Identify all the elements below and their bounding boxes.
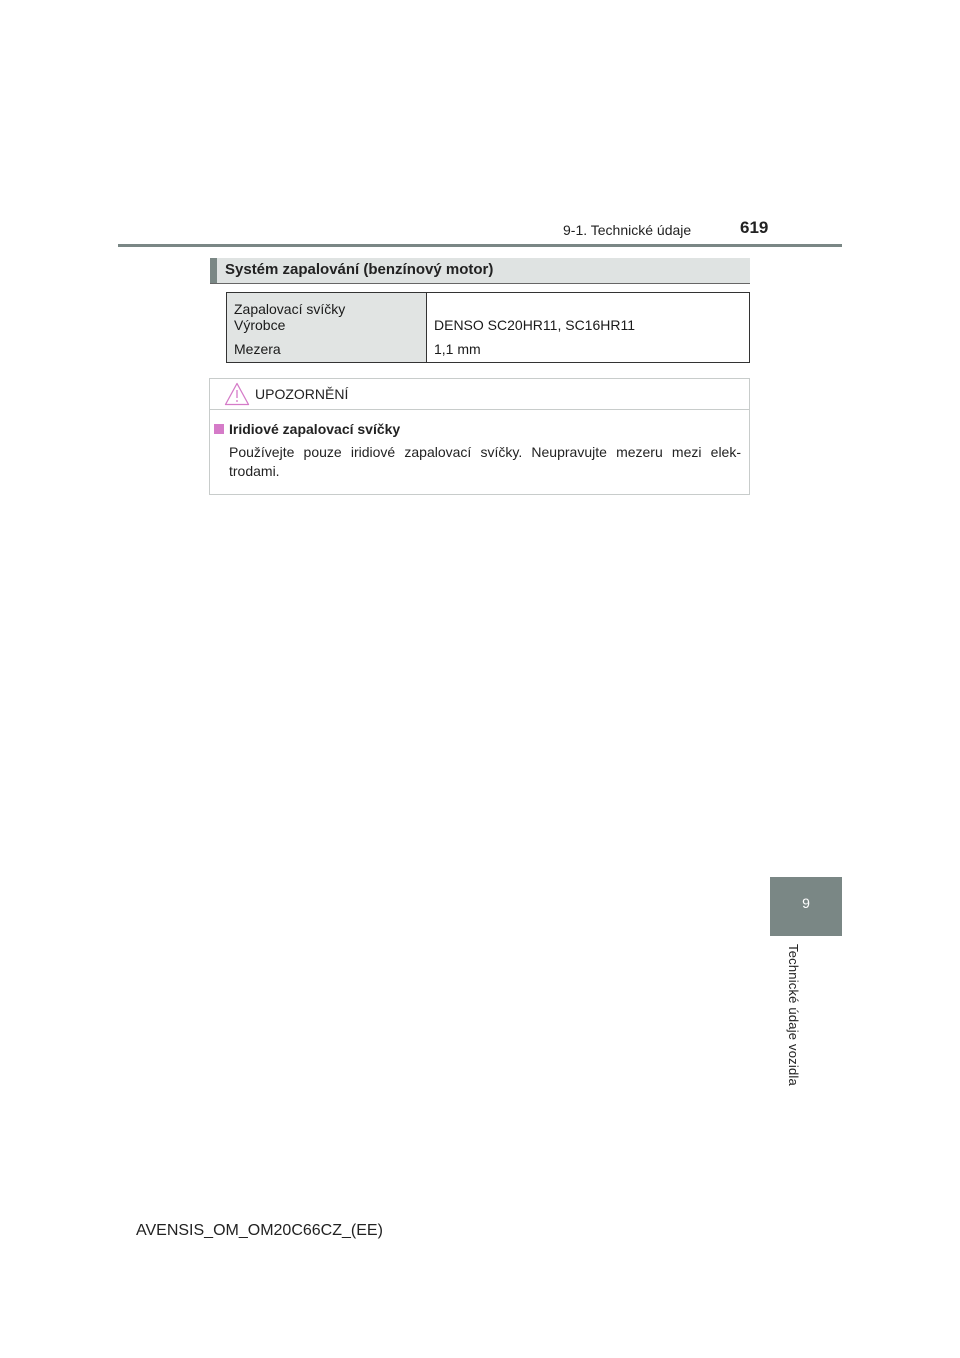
spec-table — [226, 292, 750, 363]
chapter-title: Technické údaje vozidla — [786, 944, 801, 1086]
spec-value: 1,1 mm — [427, 338, 750, 363]
caution-item-title — [214, 421, 400, 437]
section-heading-title: Systém zapalování (benzínový motor) — [225, 261, 494, 278]
spec-label — [227, 293, 427, 339]
table-row — [227, 338, 750, 363]
warning-triangle-icon — [224, 382, 250, 411]
caution-title: UPOZORNĚNÍ — [255, 386, 349, 402]
pink-square-icon — [214, 424, 224, 434]
header-section-title: 9-1. Technické údaje — [563, 222, 692, 238]
spec-label-line1: Zapalovací svíčky — [234, 301, 346, 317]
caution-box — [209, 378, 750, 495]
caution-text: Používejte pouze iridiové zapalovací svíčky. Neupravujte mezeru mezi elek-trodami. — [229, 444, 741, 479]
chapter-number: 9 — [802, 895, 810, 911]
section-heading-bar — [210, 258, 217, 283]
spec-value: DENSO SC20HR11, SC16HR11 — [427, 293, 750, 339]
caution-header — [210, 379, 749, 410]
section-heading — [210, 258, 750, 284]
header-rule — [118, 244, 842, 247]
table-row — [227, 293, 750, 339]
page-number: 619 — [740, 218, 769, 237]
spec-label: Mezera — [227, 338, 427, 363]
caution-item-title-text: Iridiové zapalovací svíčky — [229, 421, 401, 437]
chapter-tab — [770, 877, 842, 936]
footer-code: AVENSIS_OM_OM20C66CZ_(EE) — [136, 1222, 383, 1239]
spec-label-line2: Výrobce — [234, 317, 286, 333]
